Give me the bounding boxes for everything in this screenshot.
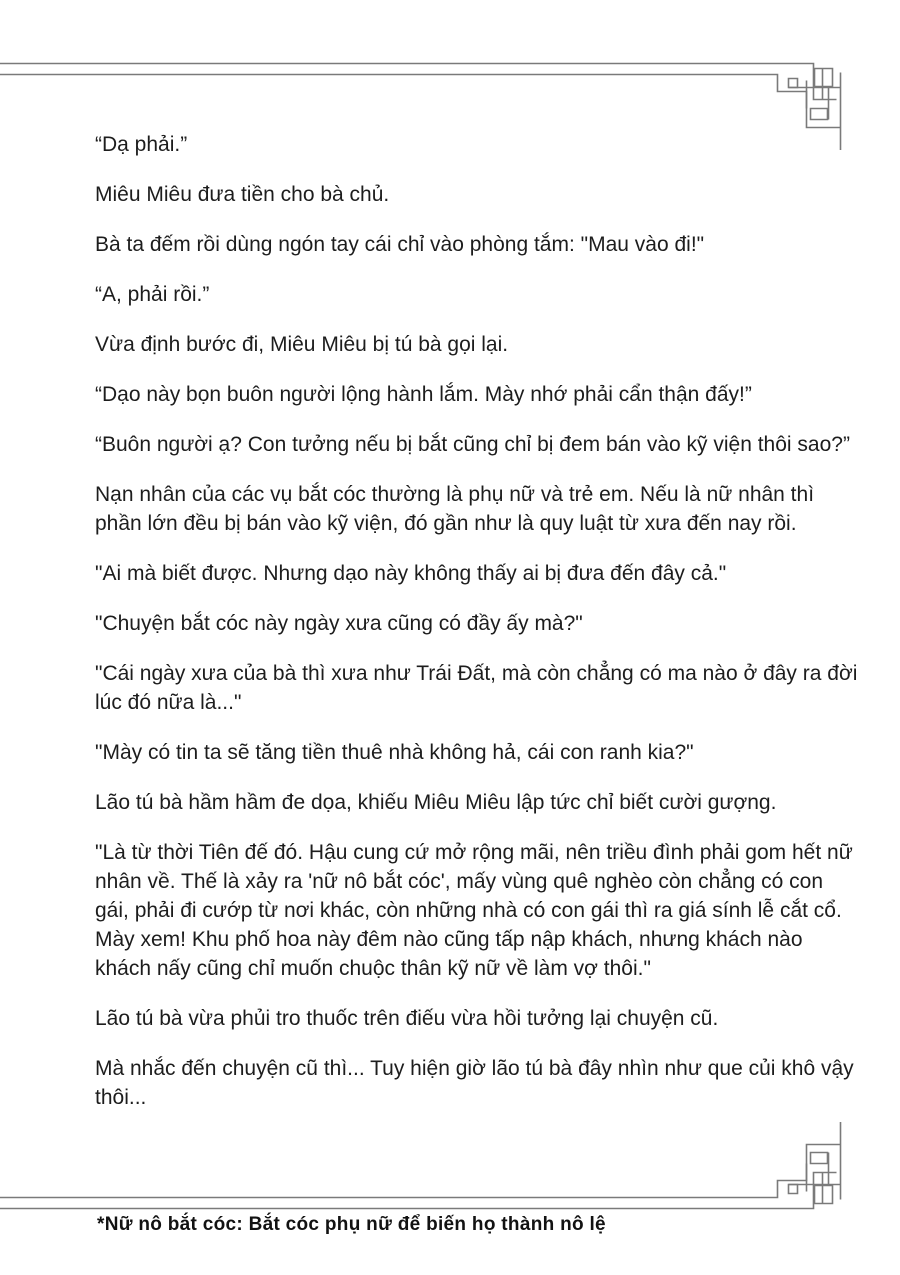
paragraph: Bà ta đếm rồi dùng ngón tay cái chỉ vào phòng tắm: "Mau vào đi!" [95,233,705,256]
corner-knot-bottom-icon [0,1122,841,1209]
paragraph: Nạn nhân của các vụ bắt cóc thường là phụ nữ và trẻ em. Nếu là nữ nhân thì phần lớn đều bị bán vào kỹ viện, đó gần như là quy luật từ xưa đến nay rồi. [95,483,815,535]
paragraph: “A, phải rồi.” [95,283,210,306]
paragraph: “Buôn người ạ? Con tưởng nếu bị bắt cũng chỉ bị đem bán vào kỹ viện thôi sao?” [95,433,850,456]
paragraph: Vừa định bước đi, Miêu Miêu bị tú bà gọi lại. [95,333,509,356]
paragraph: "Chuyện bắt cóc này ngày xưa cũng có đầy ấy mà?" [95,612,583,635]
paragraph: "Mày có tin ta sẽ tăng tiền thuê nhà không hả, cái con ranh kia?" [95,741,694,764]
paragraph: "Cái ngày xưa của bà thì xưa như Trái Đất, mà còn chẳng có ma nào ở đây ra đời lúc đó nữa là..." [95,662,858,714]
paragraph: Miêu Miêu đưa tiền cho bà chủ. [95,183,390,206]
paragraph: "Ai mà biết được. Nhưng dạo này không thấy ai bị đưa đến đây cả." [95,562,727,585]
paragraph: “Dạo này bọn buôn người lộng hành lắm. Mày nhớ phải cẩn thận đấy!” [95,383,752,406]
paragraph: Mà nhắc đến chuyện cũ thì... Tuy hiện giờ lão tú bà đây nhìn như que củi khô vậy thôi... [95,1057,854,1109]
paragraph: “Dạ phải.” [95,133,188,156]
footnote: *Nữ nô bắt cóc: Bắt cóc phụ nữ để biến họ thành nô lệ [97,1214,606,1235]
paragraph: Lão tú bà vừa phủi tro thuốc trên điếu vừa hồi tưởng lại chuyện cũ. [95,1007,719,1030]
story-text [95,130,859,1133]
paragraph: Lão tú bà hầm hầm đe dọa, khiếu Miêu Miêu lập tức chỉ biết cười gượng. [95,791,777,814]
paragraph: "Là từ thời Tiên đế đó. Hậu cung cứ mở rộng mãi, nên triều đình phải gom hết nữ nhân về. Thế là xảy ra 'nữ nô bắt cóc', mấy vùng quê nghèo còn chẳng có con gái, phải đi cướp từ nơi khác, còn những nhà có con gái thì ra giá sính lễ cắt cổ. Mày xem! Khu phố hoa này đêm nào cũng tấp nập khách, nhưng khách nào khách nấy cũng chỉ muốn chuộc thân kỹ nữ về làm vợ thôi." [95,841,853,980]
